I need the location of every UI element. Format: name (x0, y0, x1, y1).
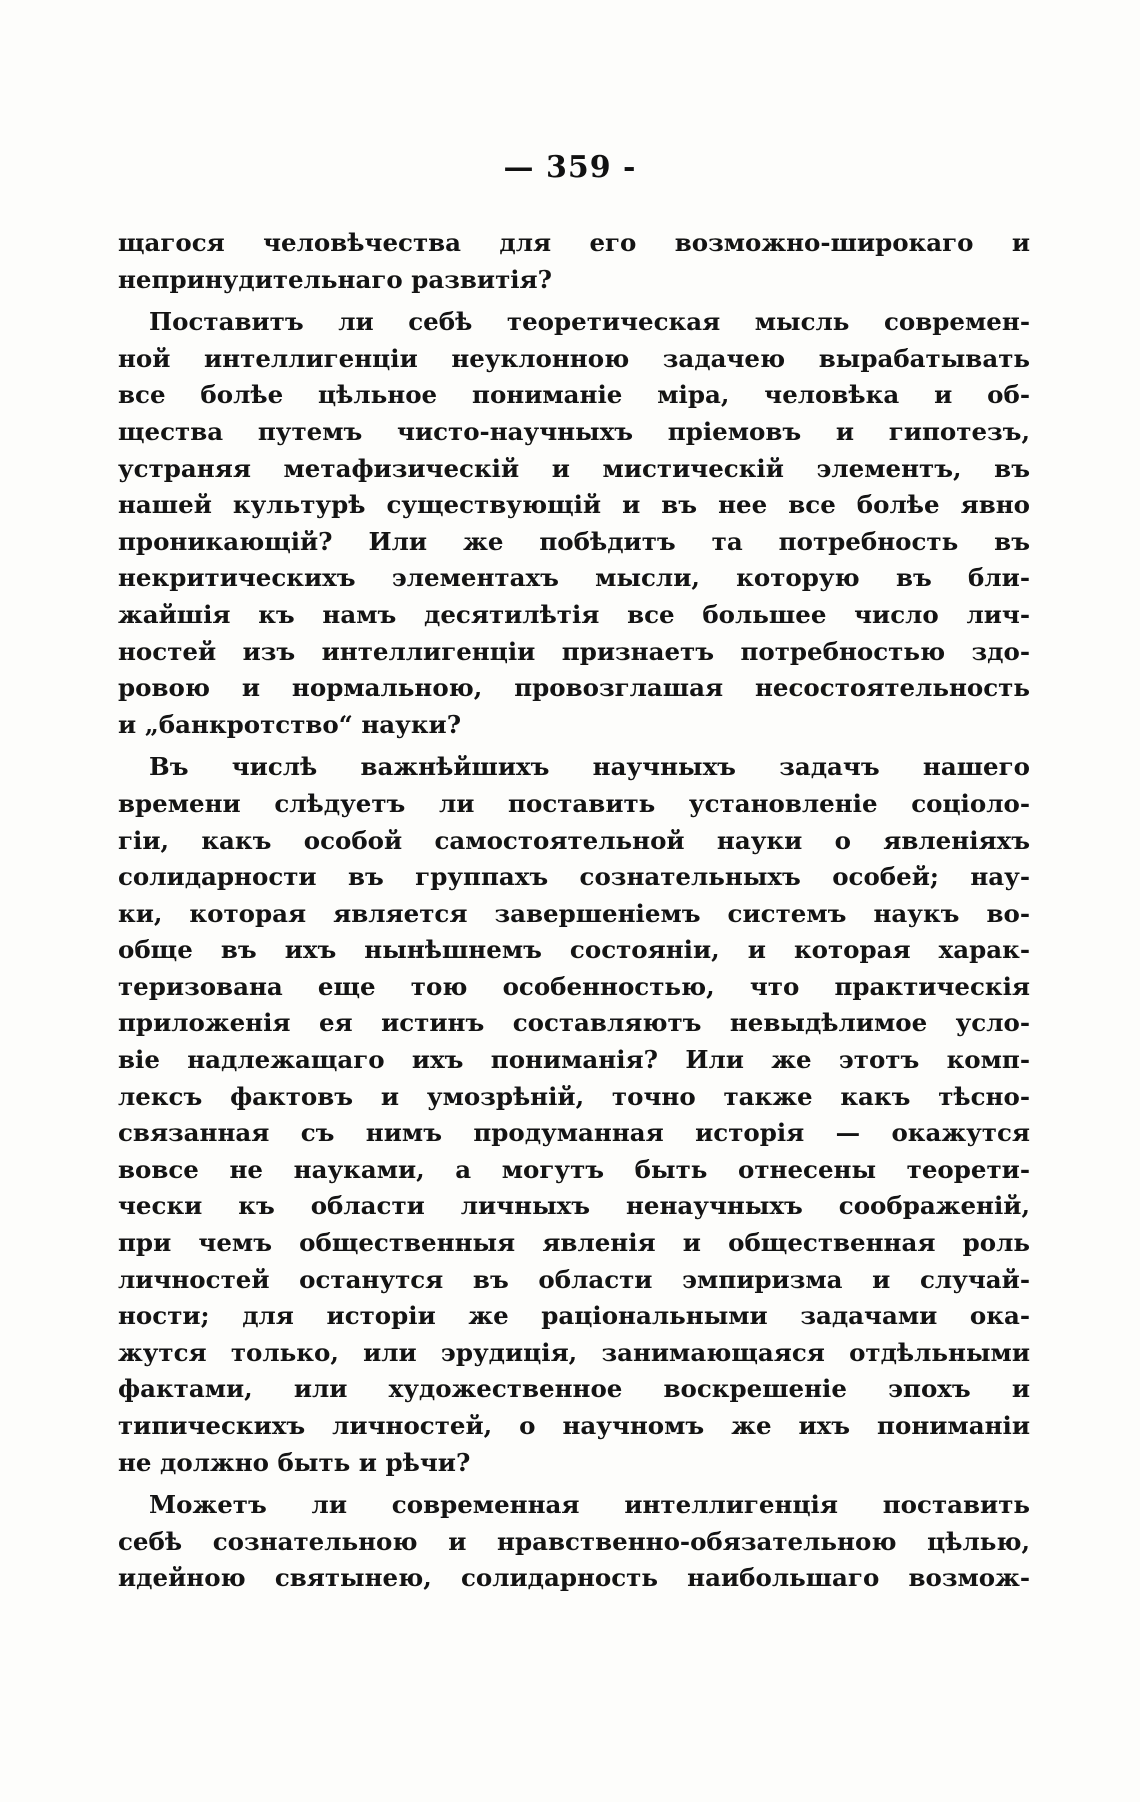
text-line: ностей изъ интеллигенціи признаетъ потребностью здо- (118, 636, 1030, 666)
text-line: проникающій? Или же побѣдитъ та потребность въ (118, 526, 1030, 556)
text-line: щества путемъ чисто-научныхъ пріемовъ и гипотезъ, (118, 416, 1030, 446)
paragraph (118, 225, 1030, 298)
text-line: Въ числѣ важнѣйшихъ научныхъ задачъ нашего (149, 752, 1030, 782)
text-line: не должно быть и рѣчи? (118, 1447, 471, 1477)
text-line: времени слѣдуетъ ли поставить установленіе соціоло- (118, 788, 1030, 818)
text-line: чески къ области личныхъ ненаучныхъ соображеній, (118, 1191, 1030, 1221)
text-line: ровою и нормальною, провозглашая несостоятельность (118, 673, 1030, 703)
text-line: и „банкротство“ науки? (118, 709, 462, 739)
text-line: типическихъ личностей, о научномъ же ихъ пониманіи (118, 1411, 1030, 1440)
text-line: Можетъ ли современная интеллигенція поставить (149, 1490, 1030, 1520)
text-line: приложенія ея истинъ составляютъ невыдѣлимое усло- (118, 1008, 1030, 1038)
text-line: себѣ сознательною и нравственно-обязательною цѣлью, (118, 1526, 1030, 1556)
text-line: віе надлежащаго ихъ пониманія? Или же этотъ комп- (118, 1045, 1030, 1075)
text-line: Поставитъ ли себѣ теоретическая мысль современ- (149, 307, 1030, 337)
text-line: ности; для исторіи же раціональными задачами ока- (118, 1301, 1030, 1331)
text-line: ной интеллигенціи неуклонною задачею вырабатывать (118, 343, 1030, 373)
text-line: фактами, или художественное воскрешеніе эпохъ и (118, 1374, 1030, 1404)
text-line: обще въ ихъ нынѣшнемъ состояніи, и которая харак- (118, 935, 1030, 965)
text-line: лексъ фактовъ и умозрѣній, точно также какъ тѣсно- (118, 1081, 1030, 1111)
text-line: ки, которая является завершеніемъ системъ наукъ во- (118, 898, 1030, 928)
paragraph (118, 749, 1030, 1481)
body-text (118, 225, 1030, 1597)
text-line: теризована еще тою особенностью, что практическія (118, 971, 1030, 1001)
text-line: все болѣе цѣльное пониманіе міра, человѣка и об- (118, 380, 1030, 410)
text-line: идейною святынею, солидарность наибольшаго возмож- (118, 1563, 1030, 1593)
text-line: жутся только, или эрудиція, занимающаяся отдѣльными (118, 1337, 1030, 1367)
paragraph (118, 1487, 1030, 1597)
text-line: личностей останутся въ области эмпиризма и случай- (118, 1264, 1030, 1294)
text-line: устраняя метафизическій и мистическій элементъ, въ (118, 453, 1030, 483)
text-line: нашей культурѣ существующій и въ нее все болѣе явно (118, 490, 1030, 520)
text-line: некритическихъ элементахъ мысли, которую въ бли- (118, 563, 1030, 593)
text-line: жайшія къ намъ десятилѣтія все большее число лич- (118, 599, 1030, 629)
text-line: связанная съ нимъ продуманная исторія — окажутся (118, 1118, 1030, 1148)
paragraph (118, 304, 1030, 743)
text-line: солидарности въ группахъ сознательныхъ особей; нау- (118, 862, 1030, 892)
page-number: — 359 - (503, 150, 637, 185)
text-line: вовсе не науками, а могутъ быть отнесены теорети- (118, 1154, 1030, 1184)
text-line: непринудительнаго развитія? (118, 264, 553, 294)
text-line: щагося человѣчества для его возможно-широкаго и (118, 228, 1030, 257)
text-line: гіи, какъ особой самостоятельной науки о явленіяхъ (118, 825, 1030, 855)
text-line: при чемъ общественныя явленія и общественная роль (118, 1228, 1030, 1258)
